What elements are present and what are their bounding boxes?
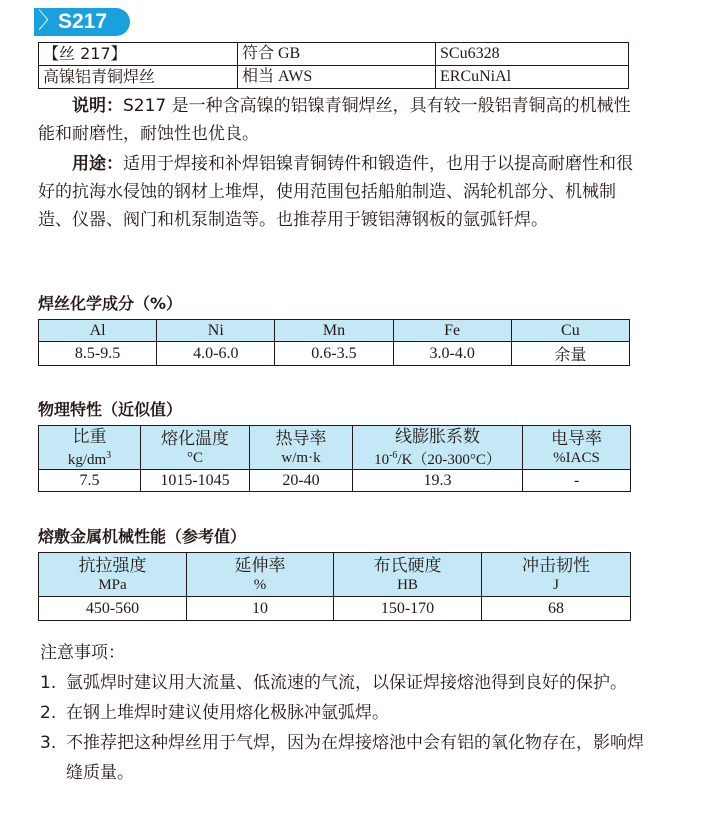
mechanical-header-row [39,553,631,597]
mechanical-header-unit: % [253,576,267,593]
physical-value-cell: - [523,470,631,492]
physical-table [38,425,631,492]
chevron-right-icon: 〉 [38,9,61,34]
physical-value-cell: 1015-1045 [141,470,250,492]
chemical-header-cell: Al [39,320,157,342]
physical-header-unit [353,447,522,469]
mechanical-value-row [39,597,631,621]
physical-header-name: 热导率 [275,428,327,449]
mechanical-header-cell [187,553,334,597]
physical-header-unit: °C [186,449,203,466]
mechanical-header-name: 延伸率 [234,555,286,576]
info-cell: 高镍铝青铜焊丝 [39,66,238,89]
usage-colon: ： [106,154,123,174]
mechanical-header-unit: J [553,576,559,593]
physical-header-unit [39,447,140,469]
info-cell: 相当 AWS [238,66,436,89]
physical-header-unit: w/m·k [281,449,321,466]
mechanical-header-name: 布氏硬度 [373,555,442,576]
unit-superscript: -6 [389,449,398,461]
mechanical-value-cell: 68 [482,597,631,621]
chemical-value-cell: 余量 [511,342,629,366]
unit-prefix: 10 [374,451,390,468]
physical-header-cell [523,426,631,470]
mechanical-title: 熔敷金属机械性能（参考值） [38,527,247,546]
mechanical-value-cell: 150-170 [334,597,482,621]
chemical-header-cell: Mn [275,320,393,342]
usage-text: 适用于焊接和补焊铝镍青铜铸件和锻造件，也用于以提高耐磨性和很好的抗海水侵蚀的钢材上堆焊，使用范围包括船舶制造、涡轮机部分、机械制造、仪器、阀门和机泵制造等。也推荐用于镀铝薄钢板的氩弧钎焊。 [38,154,633,230]
physical-header-cell [141,426,250,470]
physical-value-row [39,470,631,492]
mechanical-header-unit: MPa [98,576,127,593]
physical-header-name: 电导率 [551,428,602,449]
info-cell: SCu6328 [436,43,629,66]
chemical-header-row [39,320,630,342]
physical-title: 物理特性（近似值） [38,400,183,419]
physical-header-cell [39,426,141,470]
unit-base: kg/dm [67,451,107,468]
unit-superscript: 3 [106,449,112,461]
physical-header-name: 熔化温度 [161,428,229,449]
physical-header-unit: %IACS [553,449,600,466]
description-paragraph [38,92,638,148]
info-cell: 【丝 217】 [39,43,238,66]
chemical-header-cell: Ni [157,320,275,342]
chemical-value-cell: 0.6-3.5 [275,342,393,366]
note-item [40,668,660,698]
description-text: S217 是一种含高镍的铝镍青铜焊丝，具有较一般铝青铜高的机械性能和耐磨性，耐蚀性也优良。 [38,96,631,144]
mechanical-header-name: 冲击韧性 [522,555,590,576]
note-number: 1. [40,673,57,693]
notes-title: 注意事项： [40,643,125,663]
chemical-table [38,319,630,366]
physical-header-name: 比重 [72,426,107,447]
mechanical-header-name: 抗拉强度 [78,555,147,576]
mechanical-header-cell [482,553,631,597]
physical-header-cell [250,426,353,470]
physical-header-row [39,426,631,470]
mechanical-header-cell [39,553,187,597]
chemical-value-row [39,342,630,366]
info-cell: ERCuNiAl [436,66,629,89]
mechanical-header-unit: HB [397,576,418,593]
chemical-value-cell: 3.0-4.0 [393,342,511,366]
mechanical-table [38,552,631,621]
info-table [38,42,629,89]
info-row [39,66,629,89]
note-number: 3. [40,733,57,753]
description-label: 说明 [72,96,106,116]
mechanical-header-cell [334,553,482,597]
chemical-header-cell: Cu [511,320,629,342]
usage-label: 用途 [72,154,106,174]
chemical-value-cell: 8.5-9.5 [39,342,157,366]
physical-value-cell: 20-40 [250,470,353,492]
physical-header-cell [353,426,523,470]
note-item [40,698,660,728]
physical-value-cell: 19.3 [353,470,523,492]
info-cell: 符合 GB [238,43,436,66]
chemical-title: 焊丝化学成分（%） [38,294,183,313]
physical-value-cell: 7.5 [39,470,141,492]
note-text: 不推荐把这种焊丝用于气焊，因为在焊接熔池中会有铝的氧化物存在，影响焊缝质量。 [66,733,644,783]
chemical-header-cell: Fe [393,320,511,342]
note-text: 氩弧焊时建议用大流量、低流速的气流，以保证焊接熔池得到良好的保护。 [66,673,627,693]
chemical-value-cell: 4.0-6.0 [157,342,275,366]
note-text: 在钢上堆焊时建议使用熔化极脉冲氩弧焊。 [66,703,389,723]
mechanical-value-cell: 450-560 [39,597,187,621]
notes-section [40,638,660,788]
mechanical-value-cell: 10 [187,597,334,621]
product-code-title: S217 [58,10,108,33]
note-item [40,728,660,788]
description-colon: ： [106,96,123,116]
unit-suffix: /K（20-300°C） [397,451,501,468]
info-row [39,43,629,66]
usage-paragraph [38,150,638,234]
physical-header-name: 线膨胀系数 [395,426,480,447]
note-number: 2. [40,703,57,723]
